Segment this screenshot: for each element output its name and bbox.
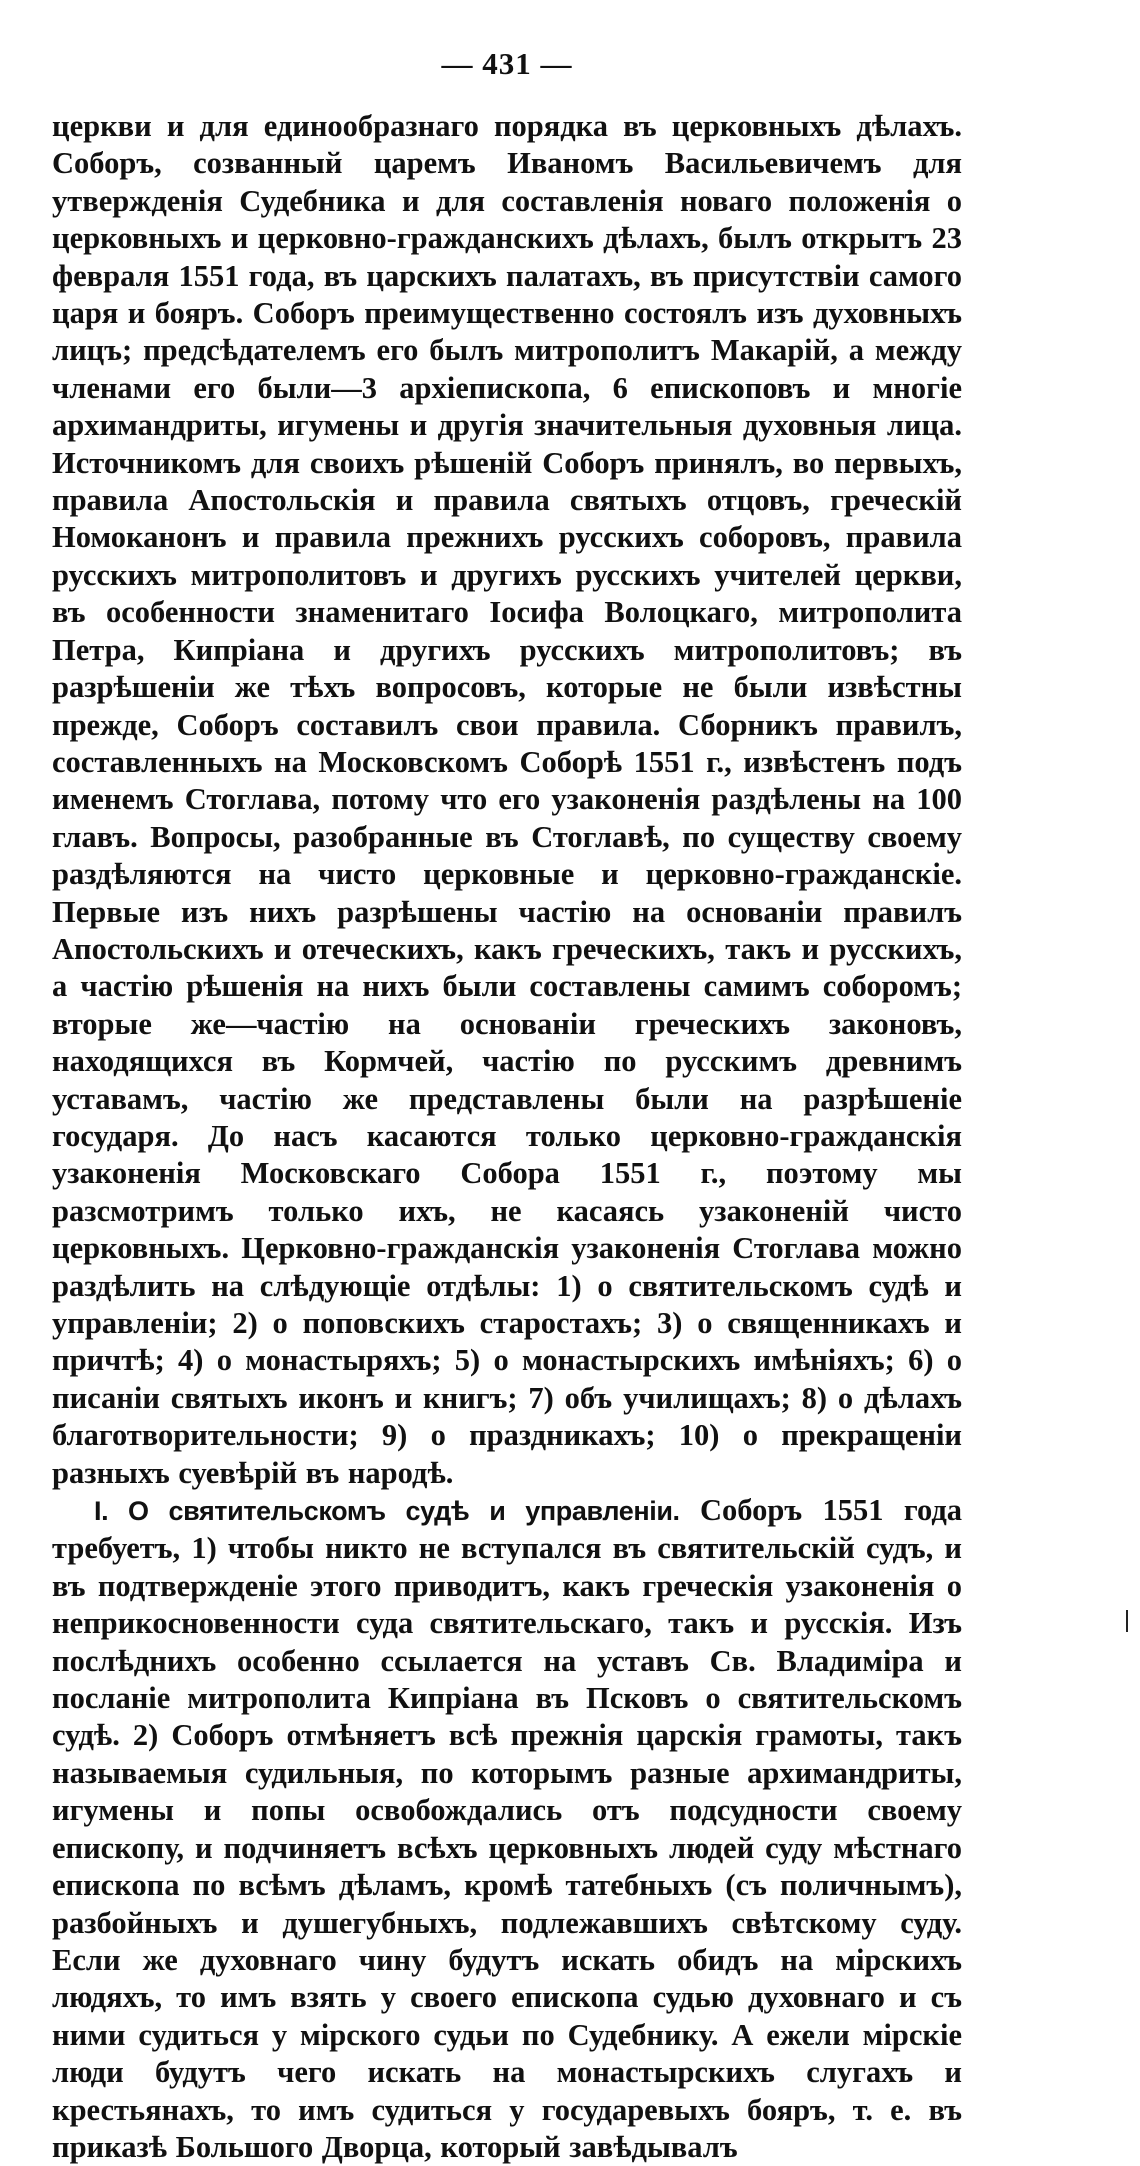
document-page — [52, 0, 962, 2166]
paragraph-1: церкви и для единообразнаго порядка въ церковныхъ дѣлахъ. Соборъ, созванный царемъ Иваномъ Васильевичемъ для утвержденія Судебника и для составленія новаго положенія о церковныхъ и церковно-гражданскихъ дѣлахъ, былъ открытъ 23 февраля 1551 года, въ царскихъ палатахъ, въ присутствіи самого царя и бояръ. Соборъ преимущественно состоялъ изъ духовныхъ лицъ; предсѣдателемъ его былъ митрополитъ Макарій, а между членами его были—3 архіепископа, 6 епископовъ и многіе архимандриты, игумены и другія значительныя духовныя лица. Источникомъ для своихъ рѣшеній Соборъ принялъ, во первыхъ, правила Апостольскія и правила святыхъ отцовъ, греческій Номоканонъ и правила прежнихъ русскихъ соборовъ, правила русскихъ митрополитовъ и другихъ русскихъ учителей церкви, въ особенности знаменитаго Іосифа Волоцкаго, митрополита Петра, Кипріана и другихъ русскихъ митрополитовъ; въ разрѣшеніи же тѣхъ вопросовъ, которые не были извѣстны прежде, Соборъ составилъ свои правила. Сборникъ правилъ, составленныхъ на Московскомъ Соборѣ 1551 г., извѣстенъ подъ именемъ Стоглава, потому что его узаконенія раздѣлены на 100 главъ. Вопросы, разобранные въ Стоглавѣ, по существу своему раздѣляются на чисто церковные и церковно-гражданскіе. Первые изъ нихъ разрѣшены частію на основаніи правилъ Апостольскихъ и отеческихъ, какъ греческихъ, такъ и русскихъ, а частію рѣшенія на нихъ были составлены самимъ соборомъ; вторые же—частію на основаніи греческихъ законовъ, находящихся въ Кормчей, частію по русскимъ древнимъ уставамъ, частію же представлены были на разрѣшеніе государя. До насъ касаются только церковно-гражданскія узаконенія Московскаго Собора 1551 г., поэтому мы разсмотримъ только ихъ, не касаясь узаконеній чисто церковныхъ. Церковно-гражданскія узаконенія Стоглава можно раздѣлить на слѣдующіе отдѣлы: 1) о святительскомъ судѣ и управленіи; 2) о поповскихъ старостахъ; 3) о священникахъ и причтѣ; 4) о монастыряхъ; 5) о монастырскихъ имѣніяхъ; 6) о писаніи святыхъ иконъ и книгъ; 7) объ училищахъ; 8) о дѣлахъ благотворительности; 9) о праздникахъ; 10) о прекращеніи разныхъ суевѣрій въ народѣ. — [52, 109, 962, 1490]
margin-mark — [1126, 1610, 1128, 1632]
section-heading: I. О святительскомъ судѣ и управленіи. — [94, 1496, 680, 1527]
paragraph-2-text: Соборъ 1551 года требуетъ, 1) чтобы никто не вступался въ святительскій судъ, и въ подтвержденіе этого приводитъ, какъ греческія узаконенія о неприкосновенности суда святительскаго, такъ и русскія. Изъ послѣднихъ особенно ссылается на уставъ Св. Владиміра и посланіе митрополита Кипріана въ Псковъ о святительскомъ судѣ. 2) Соборъ отмѣняетъ всѣ прежнія царскія грамоты, такъ называемыя судильныя, по которымъ разные архимандриты, игумены и попы освобождались отъ подсудности своему епископу, и подчиняетъ всѣхъ церковныхъ людей суду мѣстнаго епископа по всѣмъ дѣламъ, кромѣ татебныхъ (съ поличнымъ), разбойныхъ и душегубныхъ, подлежавшихъ свѣтскому суду. Если же духовнаго чину будутъ искать обидъ на мірскихъ людяхъ, то имъ взять у своего епископа судью духовнаго и съ ними судиться у мірского судьи по Судебнику. А ежели мірскіе люди будутъ чего искать на монастырскихъ слугахъ и крестьянахъ, то имъ судиться у государевыхъ бояръ, т. е. въ приказѣ Большого Дворца, который завѣдывалъ — [52, 1493, 962, 2164]
paragraph-2 — [52, 1492, 962, 2166]
body-text — [52, 108, 962, 2166]
page-number: — 431 — — [441, 46, 573, 81]
